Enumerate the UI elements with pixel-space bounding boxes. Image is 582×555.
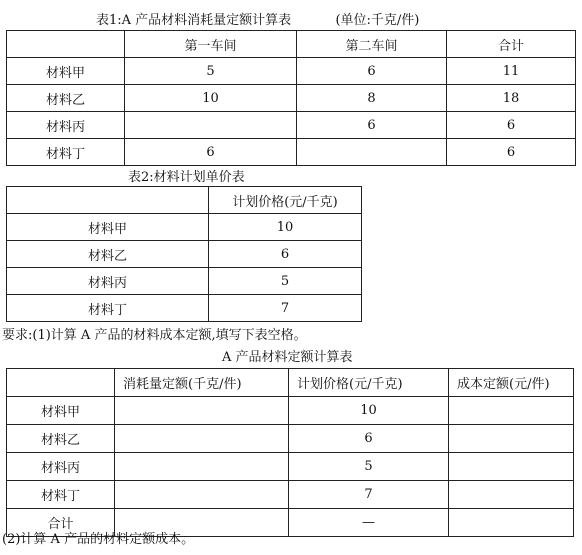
table-row <box>7 58 576 85</box>
table-row <box>7 268 362 295</box>
table-cell: 6 <box>447 139 576 166</box>
row-label: 材料丁 <box>7 295 209 322</box>
table3-caption: A 产品材料定额计算表 <box>222 350 353 365</box>
header-cell: 计划价格(元/千克) <box>289 369 449 397</box>
table-cell <box>297 139 447 166</box>
table-cell: 8 <box>297 85 447 112</box>
table1 <box>6 30 576 166</box>
table-cell: 10 <box>209 214 362 241</box>
requirement-2: (2)计算 A 产品的材料定额成本。 <box>2 532 195 547</box>
row-label: 材料丁 <box>7 481 115 509</box>
table-cell <box>449 481 574 509</box>
table-header-row <box>7 31 576 58</box>
header-cell <box>7 31 125 58</box>
table-cell: 7 <box>209 295 362 322</box>
table-cell: 10 <box>125 85 297 112</box>
table-cell: 6 <box>297 112 447 139</box>
row-label: 材料丙 <box>7 453 115 481</box>
table-header-row <box>7 369 574 397</box>
table-cell: 7 <box>289 481 449 509</box>
table-row <box>7 112 576 139</box>
table-row <box>7 139 576 166</box>
table-cell: 10 <box>289 397 449 425</box>
table-cell: 6 <box>289 425 449 453</box>
table3 <box>6 368 574 537</box>
row-label: 材料丙 <box>7 268 209 295</box>
table-row <box>7 481 574 509</box>
table-cell <box>125 112 297 139</box>
requirement-1: 要求:(1)计算 A 产品的材料成本定额,填写下表空格。 <box>2 328 307 343</box>
table-row <box>7 453 574 481</box>
table-cell <box>449 453 574 481</box>
table2-caption: 表2:材料计划单价表 <box>128 170 245 185</box>
table-cell: 6 <box>209 241 362 268</box>
header-cell: 合计 <box>447 31 576 58</box>
table-header-row <box>7 187 362 214</box>
table2 <box>6 186 362 322</box>
table-cell: 6 <box>125 139 297 166</box>
table-cell: 5 <box>125 58 297 85</box>
header-cell: 消耗量定额(千克/件) <box>115 369 289 397</box>
table-row <box>7 425 574 453</box>
table-cell: 5 <box>289 453 449 481</box>
row-label: 材料乙 <box>7 241 209 268</box>
table-row <box>7 85 576 112</box>
table-cell <box>449 425 574 453</box>
table-cell: — <box>289 509 449 537</box>
table-cell <box>115 453 289 481</box>
table-cell: 6 <box>447 112 576 139</box>
table-cell: 6 <box>297 58 447 85</box>
table1-title: 表1:A 产品材料消耗量定额计算表 <box>96 13 292 28</box>
table-row <box>7 214 362 241</box>
table-cell <box>449 509 574 537</box>
header-cell: 第一车间 <box>125 31 297 58</box>
row-label: 材料甲 <box>7 58 125 85</box>
row-label: 合计 <box>7 509 115 537</box>
row-label: 材料乙 <box>7 85 125 112</box>
table-cell <box>115 397 289 425</box>
header-cell: 成本定额(元/件) <box>449 369 574 397</box>
table1-unit: (单位:千克/件) <box>335 13 420 28</box>
table-row <box>7 241 362 268</box>
table-cell <box>115 425 289 453</box>
header-cell: 计划价格(元/千克) <box>209 187 362 214</box>
table-cell <box>115 481 289 509</box>
header-cell: 第二车间 <box>297 31 447 58</box>
table-cell <box>449 397 574 425</box>
header-cell <box>7 187 209 214</box>
row-label: 材料甲 <box>7 397 115 425</box>
table-row <box>7 397 574 425</box>
row-label: 材料乙 <box>7 425 115 453</box>
table-cell: 11 <box>447 58 576 85</box>
table-cell: 18 <box>447 85 576 112</box>
row-label: 材料甲 <box>7 214 209 241</box>
row-label: 材料丁 <box>7 139 125 166</box>
table1-caption <box>96 9 419 28</box>
table-cell: 5 <box>209 268 362 295</box>
table-row <box>7 295 362 322</box>
header-cell <box>7 369 115 397</box>
row-label: 材料丙 <box>7 112 125 139</box>
